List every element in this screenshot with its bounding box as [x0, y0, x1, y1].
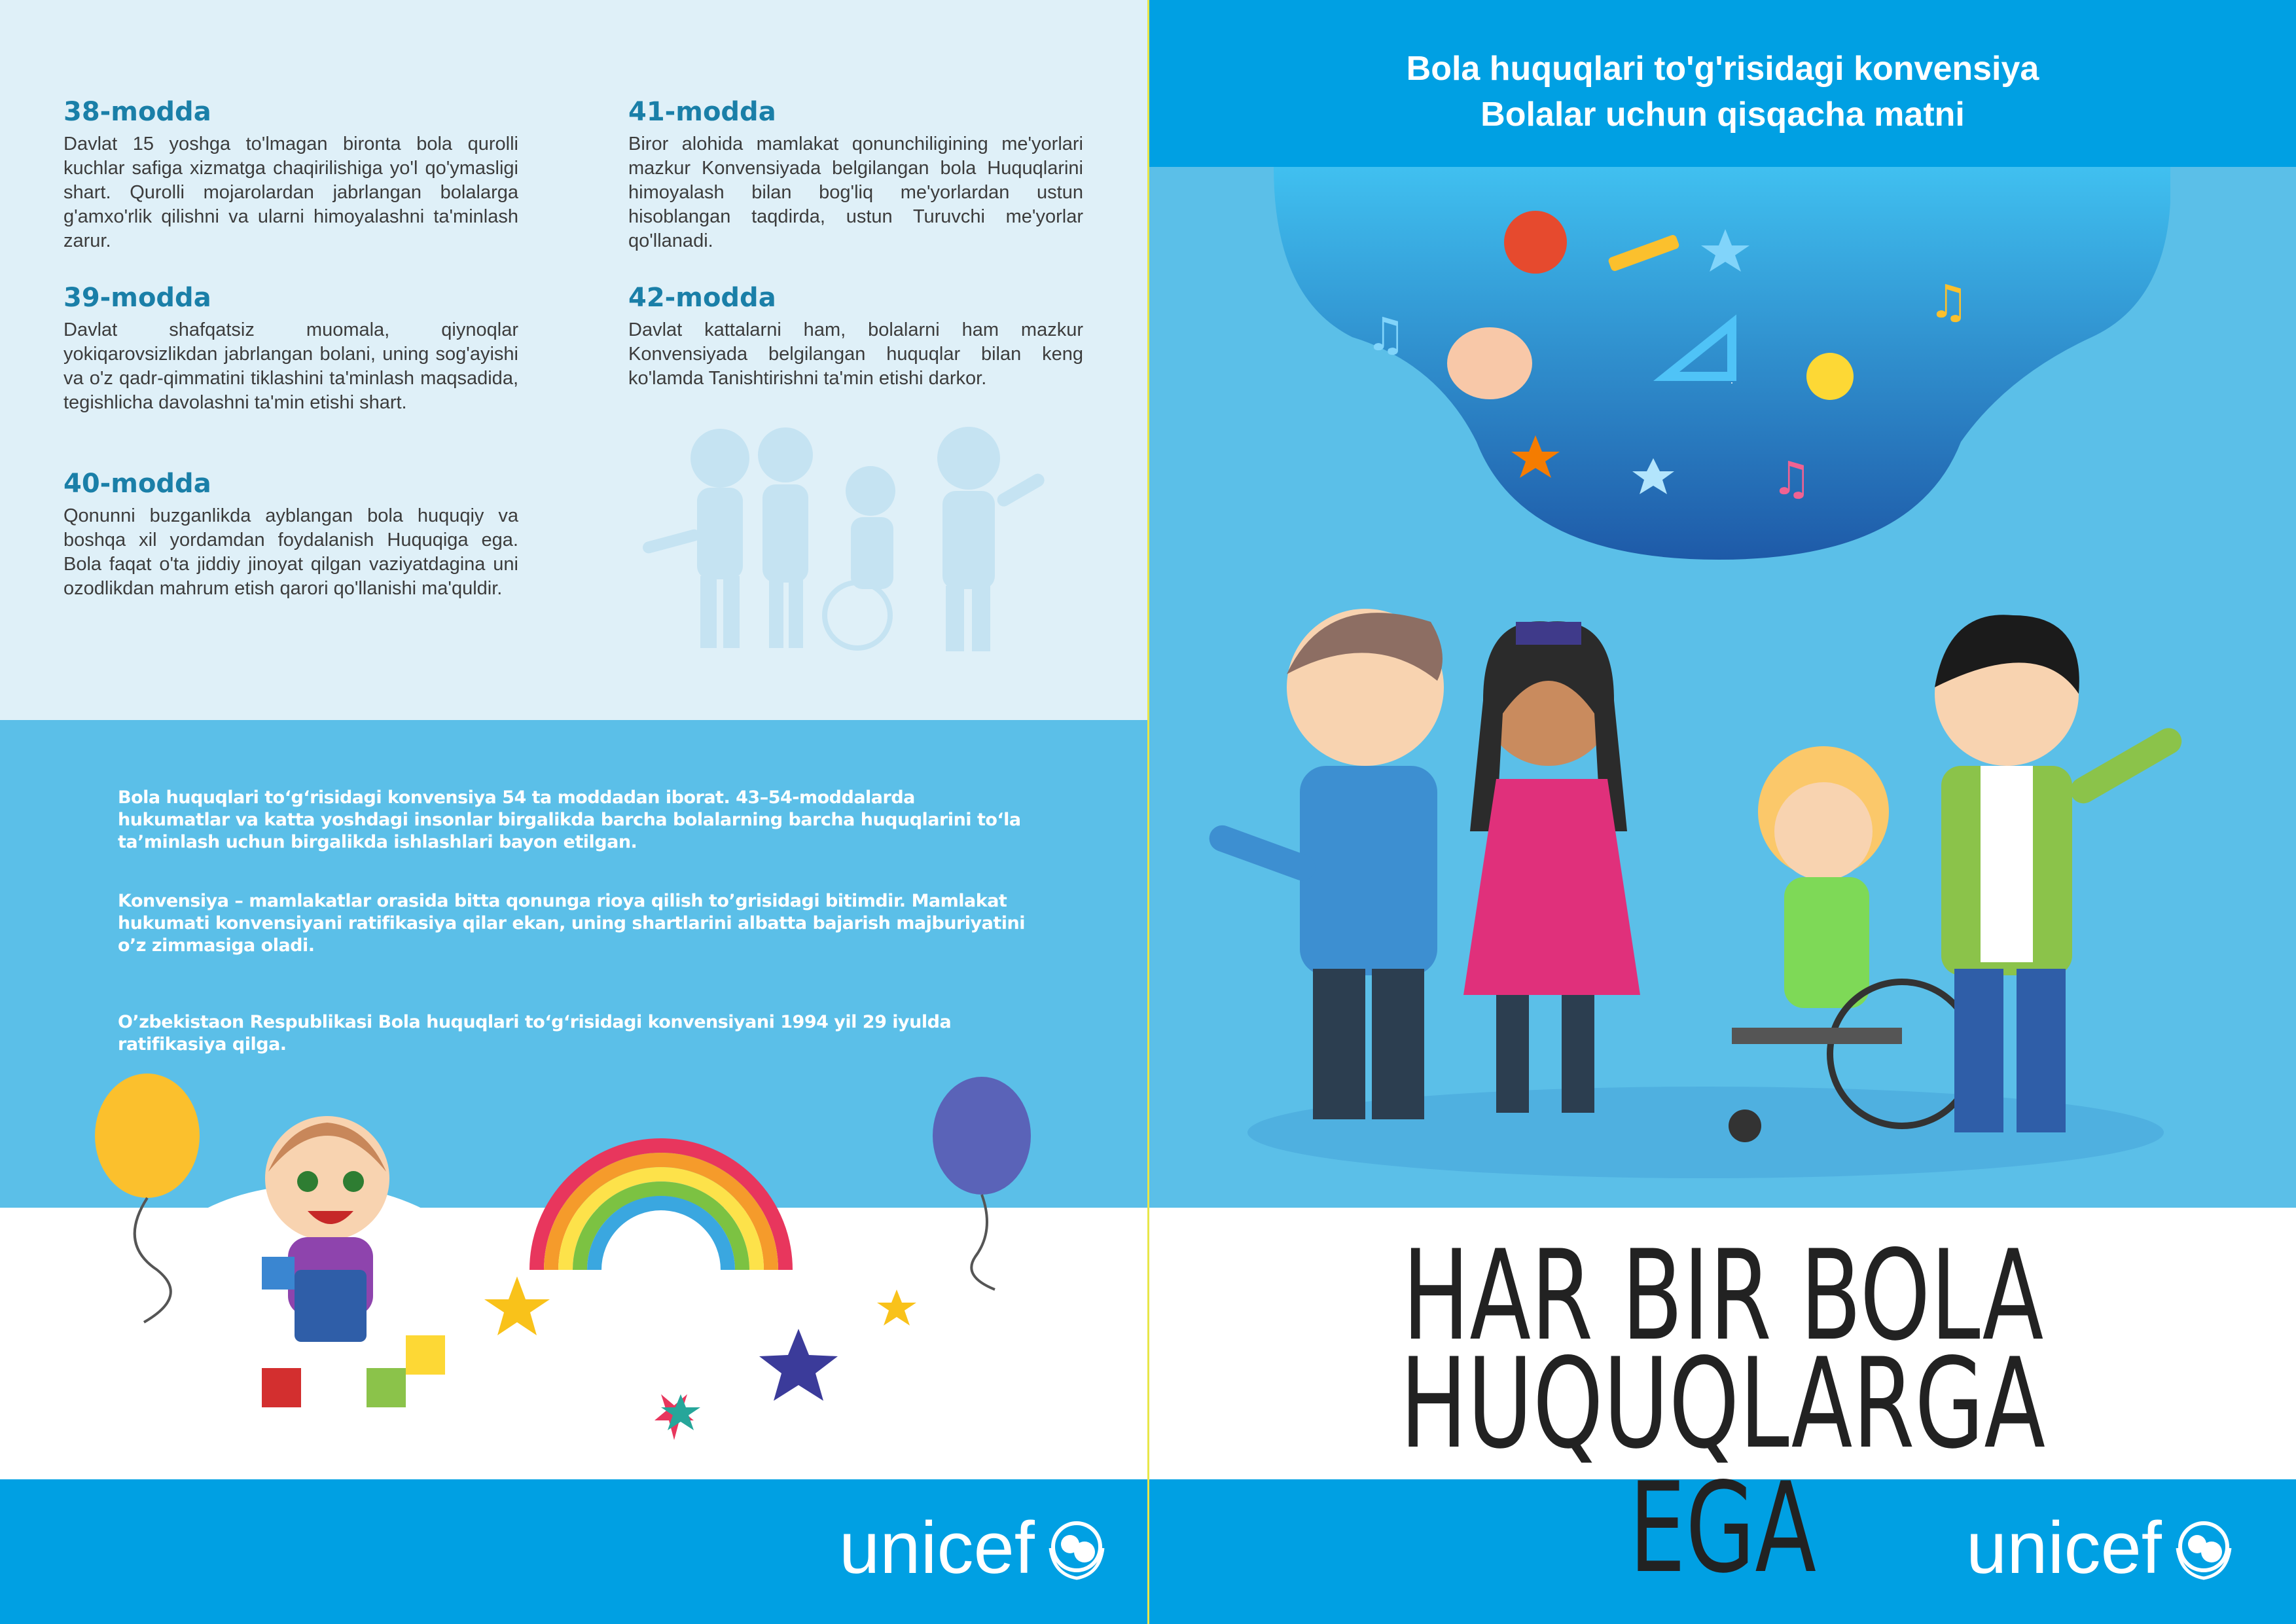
info-paragraph: O’zbekistaon Respublikasi Bola huquqlari to‘g‘risidagi konvensiyani 1994 yil 29 iyulda ratifikasiya qilga. — [118, 1012, 952, 1055]
article-39 — [63, 283, 518, 415]
unicef-emblem-icon — [1044, 1515, 1109, 1581]
children-illustration — [1208, 569, 2242, 1198]
school-items-cloud-illustration — [1274, 167, 2170, 566]
info-paragraph: Konvensiya – mamlakatlar orasida bitta qonunga rioya qilish to’grisidagi bitimdir. Mamlakat hukumati konvensiyani ratifikasiya qilar ekan, uning shartlarini albatta bajarish majburiyatini o’z zimmasiga oladi. — [118, 891, 1025, 956]
article-text: Biror alohida mamlakat qonunchiligining me'yorlari mazkur Konvensiyada belgilangan bola Huquqlarini himoyalash bilan bog'liq me'yorlardan ustun hisoblangan taqdirda, ustun Turuvchi me'yorlar qo'llanadi. — [628, 134, 1083, 251]
svg-text:♫: ♫ — [1365, 308, 1407, 361]
article-title: 41-modda — [628, 97, 776, 127]
article-42 — [628, 283, 1083, 391]
unicef-logo — [839, 1506, 1109, 1590]
unicef-wordmark: unicef — [1966, 1507, 2162, 1589]
article-40 — [63, 469, 518, 601]
article-title: 40-modda — [63, 469, 211, 499]
article-text: Davlat kattalarni ham, bolalarni ham mazkur Konvensiyada belgilangan huquqlar bilan keng ko'lamda Tanishtirishni ta'min etishi darkor. — [628, 319, 1083, 389]
unicef-logo — [1966, 1506, 2236, 1590]
baby-clouds-illustration — [79, 1074, 1073, 1466]
article-text: Davlat shafqatsiz muomala, qiynoqlar yokiqarovsizlikdan jabrlangan bolani, uning sog'ayishi va o'z qadr-qimmatini tiklashini ta'minlash maqsadida, tegishlicha davolashni ta'min etishi shart. — [63, 319, 518, 413]
title-text: HAR BIR BOLA — [1402, 1223, 2043, 1368]
header-line-1: Bola huquqlari to'g'risidagi konvensiya — [1406, 50, 2039, 88]
article-text: Davlat 15 yoshga to'lmagan bironta bola qurolli kuchlar safiga xizmatga chaqirilishiga yo'l qo'ymasligi shart. Qurolli mojarolardan jabrlangan bolalarga g'amxo'rlik qilishni va ularni himoyalashni ta'minlash zarur. — [63, 134, 518, 251]
article-41 — [628, 97, 1083, 253]
svg-text:♫: ♫ — [1771, 452, 1812, 505]
article-title: 39-modda — [63, 283, 211, 313]
article-title: 38-modda — [63, 97, 211, 127]
article-38 — [63, 97, 518, 253]
cover-header — [1149, 0, 2296, 167]
article-title: 42-modda — [628, 283, 776, 313]
article-text: Qonunni buzganlikda ayblangan bola huquqiy va boshqa xil yordamdan foydalanish Huquqiga ega. Bola faqat o'ta jiddiy jinoyat qilgan vaziyatdagina uni ozodlikdan mahrum etish qarori qo'llanishi ma'quldir. — [63, 505, 518, 599]
title-text: HUQUQLARGA EGA — [1399, 1331, 2046, 1600]
unicef-wordmark: unicef — [839, 1507, 1035, 1589]
right-page — [1149, 0, 2296, 1624]
unicef-emblem-icon — [2171, 1515, 2236, 1581]
children-silhouette-icon — [628, 419, 1047, 661]
svg-text:♫: ♫ — [1928, 275, 1969, 329]
info-paragraph: Bola huquqlari to‘g‘risidagi konvensiya 54 ta moddadan iborat. 43–54-moddalarda hukumatlar va katta yoshdagi insonlar birgalikda barcha bolalarning barcha huquqlarini to‘la ta’minlash uchun birgalikda ishlashlari bayon etilgan. — [118, 787, 1021, 852]
header-line-2: Bolalar uchun qisqacha matni — [1480, 96, 1965, 134]
